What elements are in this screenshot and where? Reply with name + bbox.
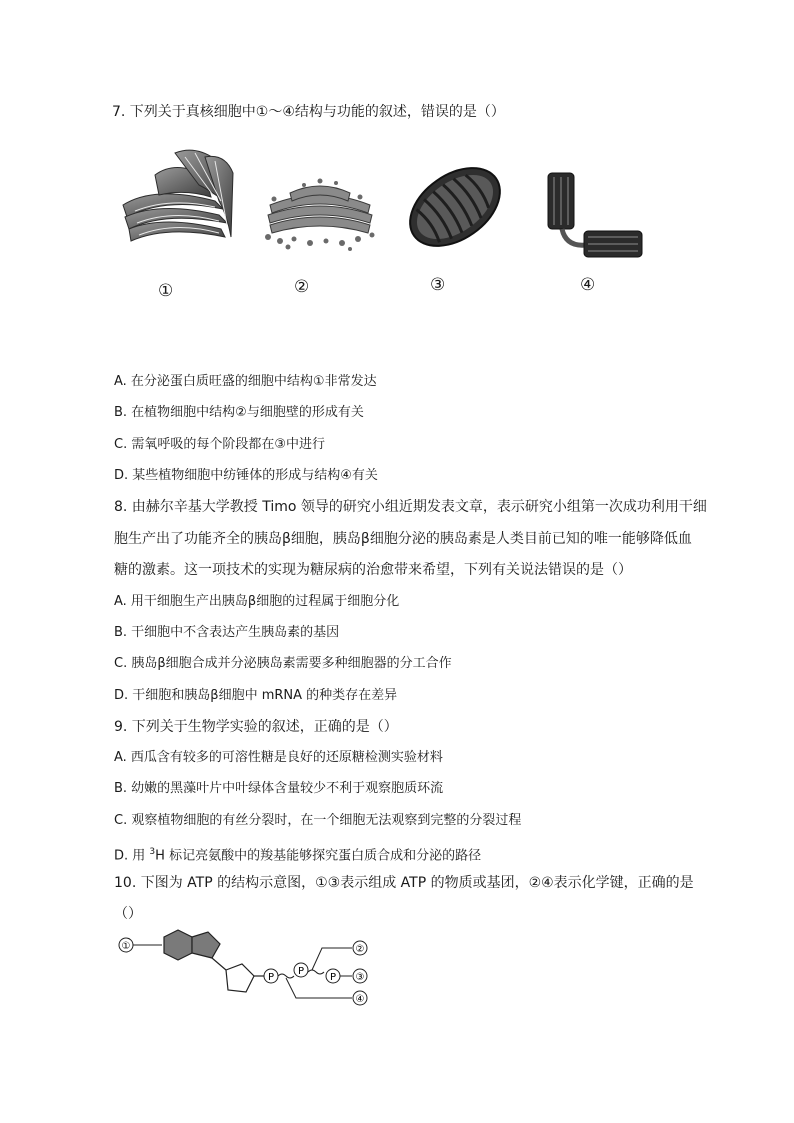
svg-text:P: P (267, 972, 275, 983)
q7-option-d: D. 某些植物细胞中纺锤体的形成与结构④有关 (114, 468, 378, 483)
q9-option-c: C. 观察植物细胞的有丝分裂时，在一个细胞无法观察到完整的分裂过程 (114, 813, 522, 828)
adenine-pentagon (192, 932, 220, 958)
diagram-label-4: ④ (355, 994, 365, 1005)
diagram-label-3: ③ (355, 972, 365, 983)
diagram-label-2: ② (355, 944, 365, 955)
q9-option-b: B. 幼嫩的黑藻叶片中叶绿体含量较少不利于观察胞质环流 (114, 781, 444, 796)
structure-4-image (540, 169, 650, 269)
q7-option-c: C. 需氧呼吸的每个阶段都在③中进行 (114, 437, 325, 452)
q8-option-d: D. 干细胞和胰岛β细胞中 mRNA 的种类存在差异 (114, 688, 398, 703)
adenine-hexagon (164, 930, 192, 960)
fig-label-3: ③ (430, 275, 446, 295)
structure-1-image (115, 145, 245, 255)
q8-stem-line-3: 糖的激素。这一项技术的实现为糖尿病的治愈带来希望，下列有关说法错误的是（） (114, 562, 632, 578)
fig-label-4: ④ (580, 275, 596, 295)
q8-stem-line-2: 胞生产出了功能齐全的胰岛β细胞，胰岛β细胞分泌的胰岛素是人类目前已知的唯一能够降低血 (114, 531, 692, 547)
svg-text:P: P (329, 972, 337, 983)
q8-option-c: C. 胰岛β细胞合成并分泌胰岛素需要多种细胞器的分工合作 (114, 656, 452, 671)
q7-option-a: A. 在分泌蛋白质旺盛的细胞中结构①非常发达 (114, 374, 377, 389)
q10-stem-line-2: （） (114, 906, 142, 922)
q8-stem-line-1: 8. 由赫尔辛基大学教授 Timo 领导的研究小组近期发表文章，表示研究小组第一次成功利用干细 (114, 499, 707, 515)
fig-label-1: ① (158, 281, 174, 301)
q9-option-d: D. 用 $^3$H 标记亮氨酸中的羧基能够探究蛋白质合成和分泌的路径 (114, 847, 482, 864)
structure-2-image (260, 175, 380, 255)
svg-text:P: P (297, 966, 305, 977)
q7-figure (110, 145, 670, 305)
q10-stem-line-1: 10. 下图为 ATP 的结构示意图，①③表示组成 ATP 的物质或基团，②④表示化学键，正确的是 (114, 875, 694, 891)
atp-structure-diagram (114, 928, 384, 1013)
q8-option-a: A. 用干细胞生产出胰岛β细胞的过程属于细胞分化 (114, 594, 400, 609)
structure-3-image (400, 157, 510, 257)
q8-option-b: B. 干细胞中不含表达产生胰岛素的基因 (114, 625, 340, 640)
q7-stem: 7. 下列关于真核细胞中①～④结构与功能的叙述，错误的是（） (112, 104, 505, 120)
ribose-pentagon (226, 964, 254, 992)
q9-stem: 9. 下列关于生物学实验的叙述，正确的是（） (114, 719, 398, 735)
q9-option-a: A. 西瓜含有较多的可溶性糖是良好的还原糖检测实验材料 (114, 750, 443, 765)
diagram-label-1: ① (121, 941, 131, 952)
fig-label-2: ② (294, 277, 310, 297)
q7-option-b: B. 在植物细胞中结构②与细胞壁的形成有关 (114, 405, 364, 420)
